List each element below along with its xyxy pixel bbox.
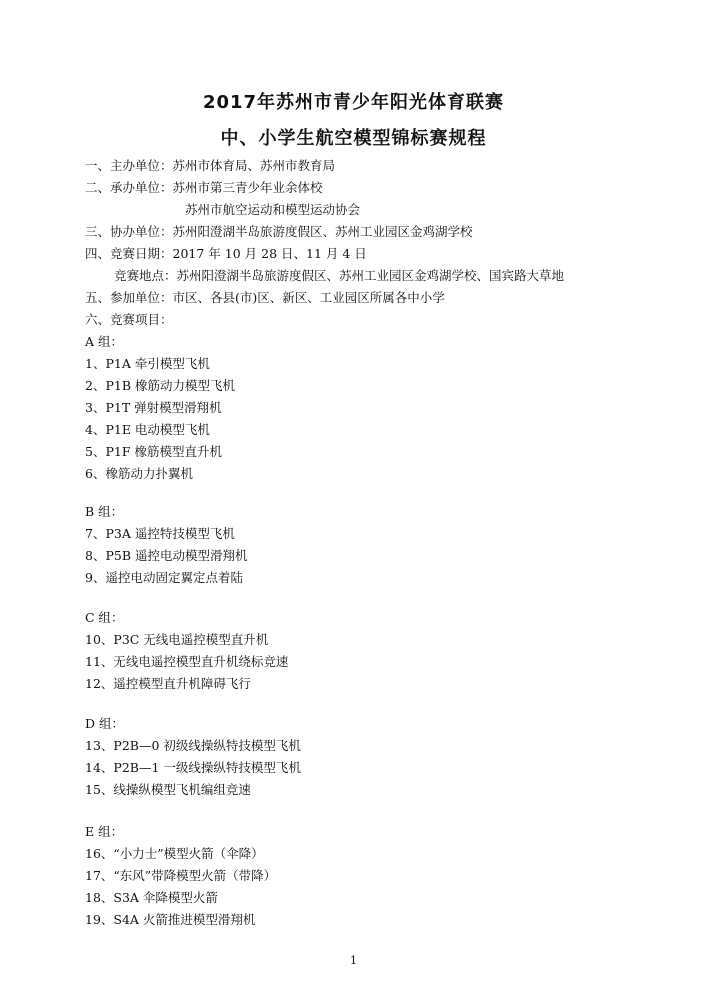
participants-line: 五、参加单位：市区、各县(市)区、新区、工业园区所属各中小学 (85, 290, 445, 305)
list-item: 7、P3A 遥控特技模型飞机 (85, 526, 235, 541)
venue-line: 竞赛地点：苏州阳澄湖半岛旅游度假区、苏州工业园区金鸡湖学校、国宾路大草地 (114, 268, 565, 283)
group-label-e: E 组： (85, 824, 124, 839)
list-item: 14、P2B—1 一级线操纵特技模型飞机 (85, 760, 301, 775)
list-item: 5、P1F 橡筋模型直升机 (85, 444, 222, 459)
group-label-d: D 组： (85, 716, 124, 731)
list-item: 9、遥控电动固定翼定点着陆 (85, 570, 243, 585)
list-item: 3、P1T 弹射模型滑翔机 (85, 400, 222, 415)
list-item: 4、P1E 电动模型飞机 (85, 422, 210, 437)
list-item: 2、P1B 橡筋动力模型飞机 (85, 378, 235, 393)
list-item: 6、橡筋动力扑翼机 (85, 466, 193, 481)
group-label-b: B 组： (85, 504, 124, 519)
undertaker-line: 二、承办单位：苏州市第三青少年业余体校 (85, 180, 323, 195)
list-item: 8、P5B 遥控电动模型滑翔机 (85, 548, 248, 563)
page-number: 1 (350, 954, 357, 967)
list-item: 17、“东风”带降模型火箭（带降） (85, 868, 277, 883)
list-item: 1、P1A 牵引模型飞机 (85, 356, 210, 371)
list-item: 18、S3A 伞降模型火箭 (85, 890, 218, 905)
list-item: 11、无线电遥控模型直升机绕标竞速 (85, 654, 289, 669)
organizer-line: 一、主办单位：苏州市体育局、苏州市教育局 (85, 158, 336, 173)
undertaker-line-2: 苏州市航空运动和模型运动协会 (185, 202, 361, 217)
group-label-c: C 组： (85, 610, 124, 625)
document-title: 2017年苏州市青少年阳光体育联赛 (202, 92, 505, 113)
document-subtitle: 中、小学生航空模型锦标赛规程 (220, 128, 487, 149)
list-item: 15、线操纵模型飞机编组竞速 (85, 782, 251, 797)
co-organizer-line: 三、协办单位：苏州阳澄湖半岛旅游度假区、苏州工业园区金鸡湖学校 (85, 224, 473, 239)
list-item: 13、P2B—0 初级线操纵特技模型飞机 (85, 738, 301, 753)
list-item: 10、P3C 无线电遥控模型直升机 (85, 632, 269, 647)
list-item: 16、“小力士”模型火箭（伞降） (85, 846, 264, 861)
list-item: 19、S4A 火箭推进模型滑翔机 (85, 912, 256, 927)
dates-line: 四、竞赛日期：2017 年 10 月 28 日、11 月 4 日 (85, 246, 367, 261)
list-item: 12、遥控模型直升机障碍飞行 (85, 676, 251, 691)
events-heading: 六、竞赛项目： (85, 312, 173, 327)
group-label-a: A 组： (85, 334, 124, 349)
